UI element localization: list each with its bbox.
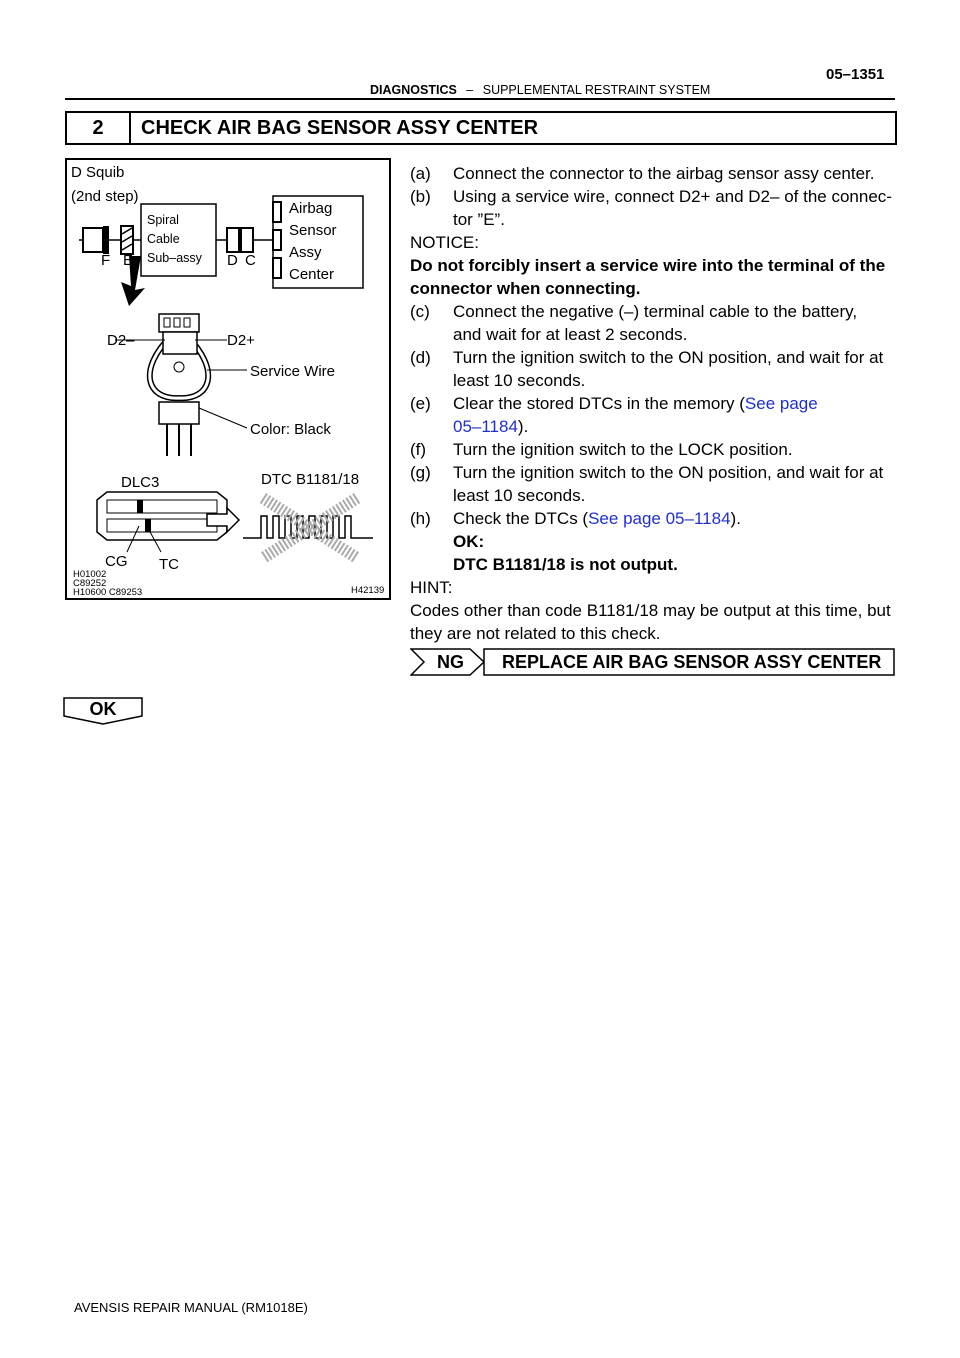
cg-label: CG [105, 553, 128, 570]
sensor-pin [273, 258, 281, 278]
figure-code-1: H01002 [73, 569, 107, 580]
step-e-line-1 [453, 392, 818, 415]
see-page-link[interactable]: See page [744, 394, 818, 413]
connector-f-label: F [101, 252, 111, 269]
subsection-title: SUPPLEMENTAL RESTRAINT SYSTEM [482, 83, 711, 97]
see-page-link-2[interactable]: See page 05–1184 [588, 509, 731, 528]
section-header [370, 83, 710, 97]
sensor-pin [273, 230, 281, 250]
page-number: 05–1351 [826, 66, 885, 83]
connector-c-label: C [245, 252, 256, 269]
hint-label: HINT: [410, 578, 453, 597]
step-e-mark: (e) [410, 394, 431, 413]
step-c-mark: (c) [410, 302, 430, 321]
step-h-line [453, 507, 741, 530]
page-ref-link[interactable]: 05–1184 [453, 417, 518, 436]
step-d-text-1: Turn the ignition switch to the ON position, and wait for at [453, 348, 884, 367]
hint-line-2: they are not related to this check. [410, 624, 661, 643]
figure-code-3: H10600 C89253 [73, 587, 143, 598]
step-d-mark: (d) [410, 348, 431, 367]
notice-line-2: connector when connecting. [410, 279, 641, 298]
wiring-figure [65, 158, 391, 600]
service-wire-label: Service Wire [250, 363, 336, 380]
step-e-close: ). [517, 417, 529, 436]
step-e-text: Clear the stored DTCs in the memory ( [453, 394, 745, 413]
ng-label: NG [437, 652, 464, 672]
squib-label: D Squib [71, 164, 125, 181]
figure-id: H42139 [351, 585, 385, 596]
tc-label: TC [159, 556, 179, 573]
notice-line-1: Do not forcibly insert a service wire into the terminal of the [410, 256, 886, 275]
ok-result-label: OK [89, 699, 117, 719]
dlc3-pin-tc [145, 519, 151, 532]
sensor-pin [273, 202, 281, 222]
hint-line-1: Codes other than code B1181/18 may be output at this time, but [410, 601, 891, 620]
step-b-text-1: Using a service wire, connect D2+ and D2– of the connec- [453, 187, 892, 206]
ok-result-box [63, 697, 143, 725]
connector-detail-top [159, 314, 199, 332]
step-g-mark: (g) [410, 463, 431, 482]
dlc3-label: DLC3 [121, 474, 160, 491]
step-h-text: Check the DTCs ( [453, 509, 589, 528]
step-d-text-2: least 10 seconds. [453, 371, 586, 390]
connector-lock [174, 362, 184, 372]
ng-action: REPLACE AIR BAG SENSOR ASSY CENTER [502, 652, 882, 672]
step-h-mark: (h) [410, 509, 431, 528]
step-b-mark: (b) [410, 187, 431, 206]
color-leader [199, 408, 247, 428]
step-e-line-2 [453, 415, 528, 438]
step-b-text-2: tor ”E”. [453, 210, 505, 229]
ok-label: OK: [453, 532, 485, 551]
figure-drawing [67, 160, 389, 598]
connector-e-label: E [123, 252, 134, 269]
sensor-label-2: Sensor [289, 222, 337, 239]
connector-detail-bottom [159, 402, 199, 424]
connector-c-shape [241, 228, 253, 252]
figure-code-2: C89252 [73, 578, 107, 589]
step-header [65, 111, 897, 145]
color-label: Color: Black [250, 421, 331, 438]
dlc3-pin-cg [137, 500, 143, 513]
sensor-label-1: Airbag [289, 200, 333, 217]
connector-f-plate [103, 226, 109, 254]
d2-plus-label: D2+ [227, 332, 255, 349]
ok-text: DTC B1181/18 is not output. [453, 555, 678, 574]
step-c-text-2: and wait for at least 2 seconds. [453, 325, 688, 344]
step-a-text: Connect the connector to the airbag sensor assy center. [453, 164, 875, 183]
step-f-mark: (f) [410, 440, 427, 459]
step-number: 2 [67, 113, 131, 143]
step-a-mark: (a) [410, 164, 431, 183]
d2-minus-label: D2– [107, 332, 135, 349]
spiral-label-1: Spiral [147, 213, 179, 227]
spiral-label-2: Cable [147, 232, 180, 246]
sensor-label-4: Center [289, 266, 335, 283]
step-h-close: ). [730, 509, 741, 528]
connector-f-shape [83, 228, 103, 252]
squib-step-label: (2nd step) [71, 188, 139, 205]
section-title: DIAGNOSTICS [370, 83, 457, 97]
step-f-text: Turn the ignition switch to the LOCK position. [453, 440, 793, 459]
header-rule [65, 98, 895, 100]
step-c-text-1: Connect the negative (–) terminal cable to the battery, [453, 302, 858, 321]
connector-d-label: D [227, 252, 238, 269]
dtc-code-label: DTC B1181/18 [261, 471, 360, 488]
spiral-label-3: Sub–assy [147, 251, 202, 265]
connector-d-shape [227, 228, 239, 252]
manual-footer: AVENSIS REPAIR MANUAL (RM1018E) [74, 1300, 308, 1315]
step-g-text-2: least 10 seconds. [453, 486, 586, 505]
connector-detail-mid [163, 332, 197, 354]
step-g-text-1: Turn the ignition switch to the ON position, and wait for at [453, 463, 884, 482]
notice-label: NOTICE: [410, 233, 479, 252]
sensor-label-3: Assy [289, 244, 322, 261]
ng-result-box [410, 648, 896, 676]
step-title: CHECK AIR BAG SENSOR ASSY CENTER [141, 117, 539, 139]
section-separator: – [466, 83, 474, 97]
